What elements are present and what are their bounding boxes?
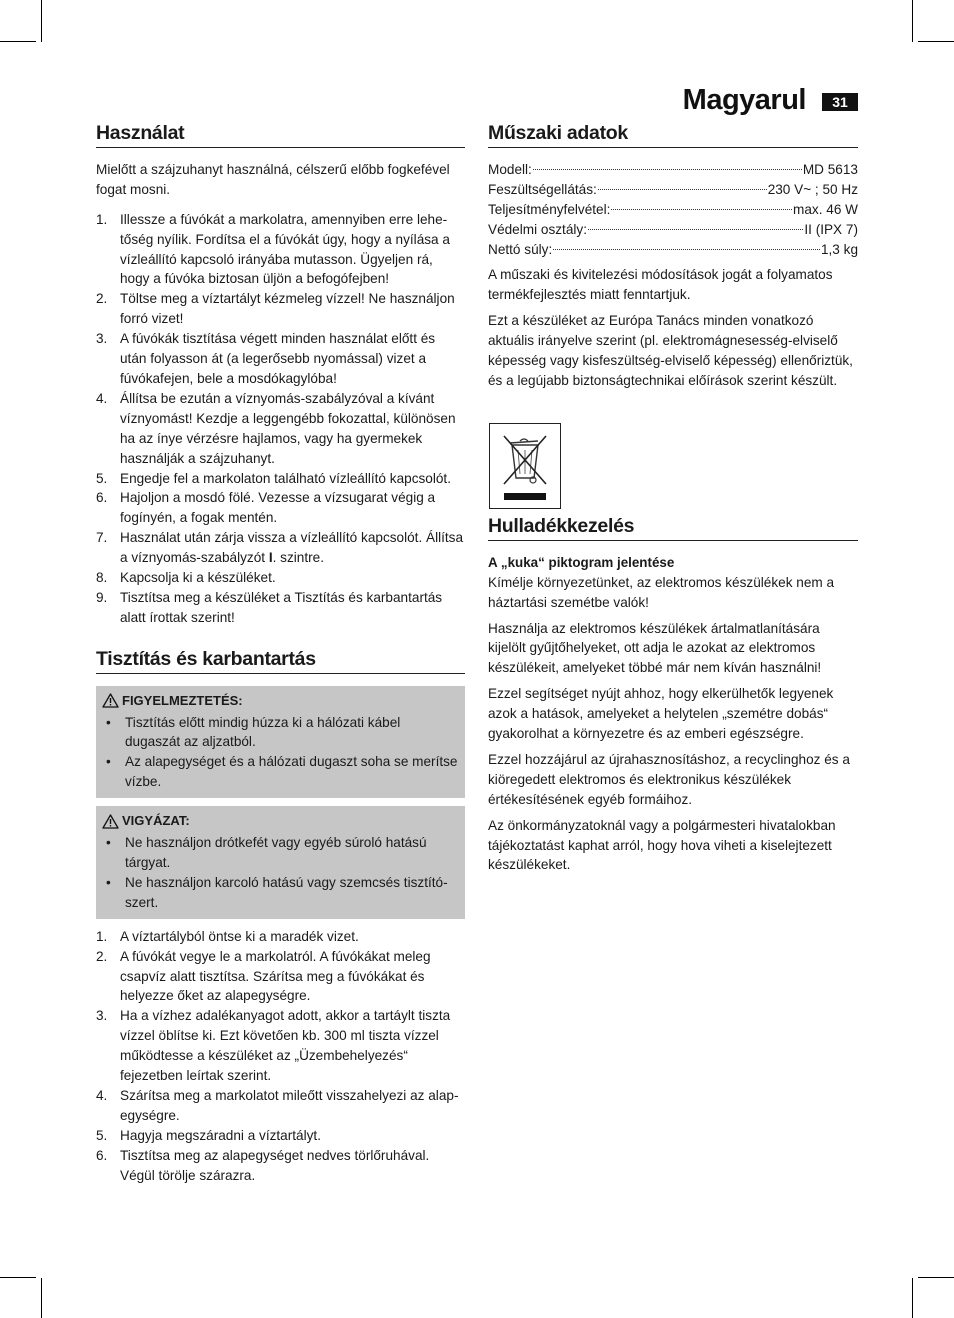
crossed-out-wheelie-bin-icon bbox=[489, 423, 561, 509]
paragraph: Ezzel segítséget nyújt ahhoz, hogy elkerülhetők legyenek azok a hatások, amelyeket a helytelen „szemétre dobás“ gyakorolhat a környezetre és az emberi egészségre. bbox=[488, 686, 834, 742]
spec-row: Teljesítményfelvétel: max. 46 W bbox=[488, 201, 858, 217]
paragraph: Ezzel hozzájárul az újrahasznosításhoz, a recyclinghoz és a kiöregedett elektromos és elektronikus készülékek értékesítésének egyéb formáihoz. bbox=[488, 751, 850, 807]
warning-triangle-icon bbox=[102, 814, 119, 829]
specs-compliance: Ezt a készüléket az Európa Tanács minden vonatkozó aktuális irányelve szerint (pl. elektromágnesesség-elviselő képesség vagy kisfeszültség-elviselő képesség) ellenőriztük, és a legújabb biztonságtechnikai előírások szerint készült. bbox=[488, 313, 853, 388]
crop-mark bbox=[41, 1278, 42, 1318]
list-item: • Tisztítás előtt mindig húzza ki a hálózati kábel dugaszát az aljzatból. bbox=[102, 713, 459, 753]
crop-mark bbox=[41, 0, 42, 42]
list-item: 4. Állítsa be ezután a víznyomás-szabályzóval a kívánt víznyomást! Kezdje a leggengébb fokozattal, különösen ha az ínye vérzésre hajlamos, vagy ha gyermekek használják a szájzuhanyt. bbox=[96, 390, 456, 466]
spec-row: Védelmi osztály: II (IPX 7) bbox=[488, 221, 858, 237]
list-item: 7. Használat után zárja vissza a vízleállító kapcsolót. Állítsa a víznyomás-szabályzót I. szintre. bbox=[96, 530, 464, 566]
waste-heading: Hulladékkezelés bbox=[488, 517, 858, 541]
list-item: 1. Illessze a fúvókát a markolatra, amennyiben erre lehetőség nyílik. Fordítsa el a fúvókát úgy, hogy a nyílása a vízleállító kapcsoló irányába mutasson. Ügyeljen rá, hogy a fúvóka biztosan üljön a befogófejben! bbox=[96, 211, 450, 287]
list-item: • Az alapegységet és a hálózati dugaszt soha se merítse vízbe. bbox=[102, 752, 459, 792]
list-item: 8. Kapcsolja ki a készüléket. bbox=[96, 570, 276, 586]
list-item: 9. Tisztítsa meg a készüléket a Tisztítás és karbantartás alatt írottak szerint! bbox=[96, 589, 443, 625]
specs-note: A műszaki és kivitelezési módosítások jogát a folyamatos termékfejlesztés miatt fenntartjuk. bbox=[488, 267, 833, 303]
crop-mark bbox=[0, 41, 36, 42]
list-item: 6. Hajoljon a mosdó fölé. Vezesse a vízsugarat végig a fogínyén, a fogak mentén. bbox=[96, 490, 436, 526]
paragraph: Használja az elektromos készülékek ártalmatlanítására kijelölt gyűjtőhelyeket, ott adja le azokat az elektromos készülékeit, amelyeket többé már nem kíván használni! bbox=[488, 620, 822, 676]
warning-triangle-icon bbox=[102, 693, 119, 708]
list-item: 5. Engedje fel a markolaton található vízleállító kapcsolót. bbox=[96, 470, 451, 486]
paragraph: Kímélje környezetünket, az elektromos készülékek nem a háztartási szemétbe valók! bbox=[488, 574, 835, 610]
waste-subheading: A „kuka“ piktogram jelentése bbox=[488, 554, 675, 570]
list-item: • Ne használjon drótkefét vagy egyéb súroló hatású tárgyat. bbox=[102, 833, 459, 873]
cleaning-steps bbox=[96, 927, 465, 1186]
list-item: 2. Töltse meg a víztartályt kézmeleg vízzel! Ne használjon forró vizet! bbox=[96, 291, 455, 327]
spec-row: Modell: MD 5613 bbox=[488, 161, 858, 177]
right-column bbox=[488, 124, 858, 881]
list-item: 4. Szárítsa meg a markolatot mileőtt visszahelyezi az alapegységre. bbox=[96, 1087, 459, 1123]
specs-table bbox=[488, 160, 858, 260]
warning-title: FIGYELMEZTETÉS: bbox=[122, 692, 243, 708]
cleaning-section bbox=[96, 647, 465, 1186]
crop-mark bbox=[912, 1278, 913, 1318]
list-item: 6. Tisztítsa meg az alapegységet nedves törlőruhával. Végül törölje szárazra. bbox=[96, 1147, 430, 1183]
list-item: 1. A víztartályból öntse ki a maradék vizet. bbox=[96, 928, 359, 944]
left-column bbox=[96, 124, 465, 1186]
crop-mark bbox=[918, 41, 954, 42]
list-item: 5. Hagyja megszáradni a víztartályt. bbox=[96, 1127, 321, 1143]
list-item: 3. A fúvókák tisztítása végett minden használat előtt és után folyasson át (a legerősebb nyomással) vizet a fúvókafejen, bele a mosdókagylóba! bbox=[96, 331, 436, 386]
paragraph: Az önkormányzatoknál vagy a polgármesteri hivatalokban tájékoztatást kaphat arról, hogy hova viheti a kiselejtezett készülékeket. bbox=[488, 817, 836, 873]
usage-heading: Használat bbox=[96, 124, 465, 148]
waste-section bbox=[488, 514, 858, 876]
specs-heading: Műszaki adatok bbox=[488, 124, 858, 148]
usage-steps bbox=[96, 210, 465, 628]
warning-box bbox=[96, 686, 465, 799]
specs-section bbox=[488, 124, 858, 391]
language-heading: Magyarul bbox=[682, 84, 806, 116]
spec-row: Feszültségellátás: 230 V~ ; 50 Hz bbox=[488, 181, 858, 197]
crop-mark bbox=[912, 0, 913, 42]
list-item: • Ne használjon karcoló hatású vagy szemcsés tisztítószert. bbox=[102, 873, 459, 913]
usage-intro: Mielőtt a szájzuhanyt használná, célszerű előbb fogkefével fogat mosni. bbox=[96, 161, 450, 197]
cleaning-heading: Tisztítás és karbantartás bbox=[96, 650, 465, 674]
usage-section bbox=[96, 124, 465, 628]
crop-mark bbox=[0, 1277, 36, 1278]
spec-row: Nettó súly: 1,3 kg bbox=[488, 241, 858, 257]
page-number: 31 bbox=[822, 93, 858, 111]
list-item: 3. Ha a vízhez adalékanyagot adott, akkor a tartáylt tiszta vízzel öblítse ki. Ezt követően kb. 300 ml tiszta vízzel működtesse a készüléket az „Üzembehelyezés“ fejezetben leírtak szerint. bbox=[96, 1008, 451, 1084]
list-item: 2. A fúvókát vegye le a markolatról. A fúvókákat meleg csapvíz alatt tisztítsa. Szárítsa meg a fúvókákat és helyezze őket az alapegységre. bbox=[96, 948, 431, 1004]
caution-box bbox=[96, 806, 465, 919]
caution-title: VIGYÁZAT: bbox=[122, 813, 190, 829]
crop-mark bbox=[918, 1277, 954, 1278]
